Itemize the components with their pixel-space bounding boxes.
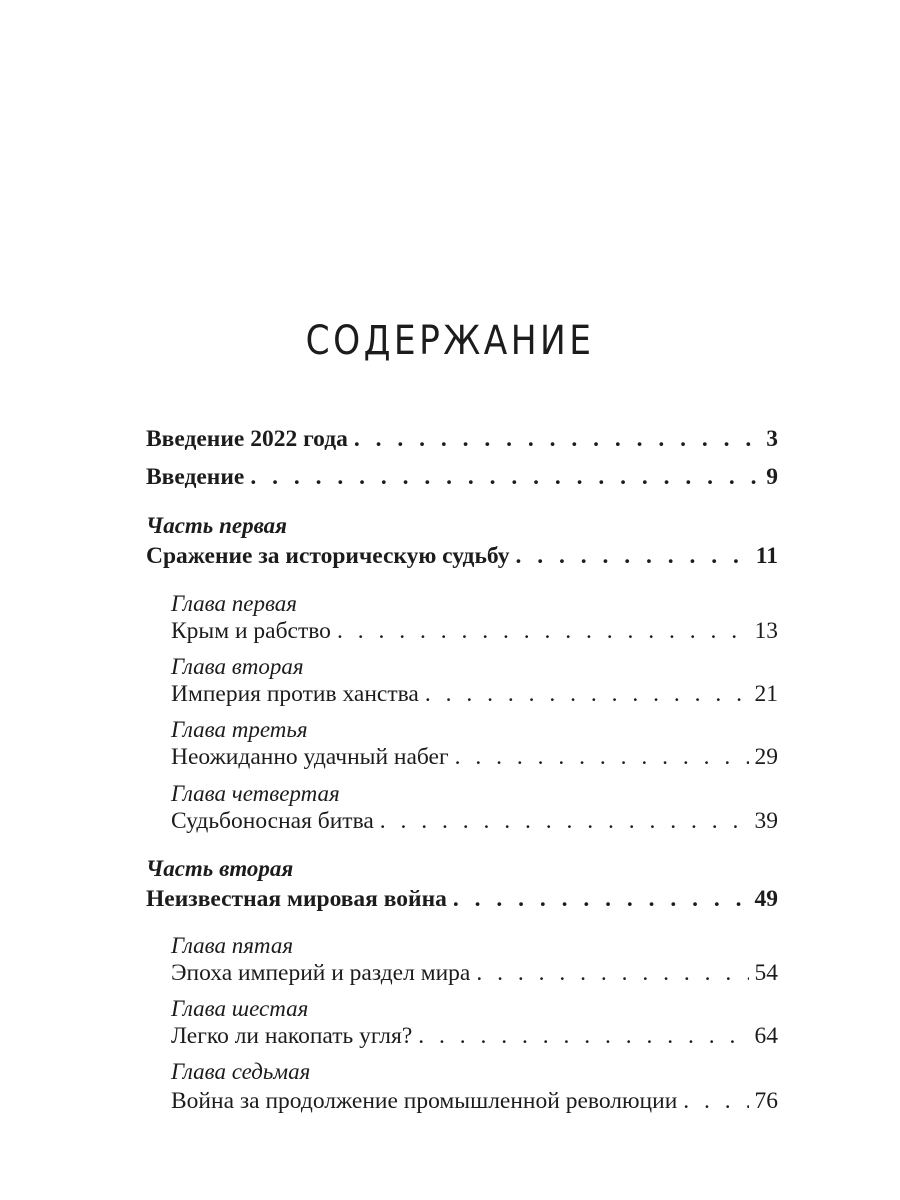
toc-entry-chapter-4[interactable]: [171, 806, 778, 836]
toc-entry-title: Введение 2022 года: [146, 426, 348, 452]
toc-entry-title: Легко ли накопать угля?: [171, 1023, 413, 1049]
toc-page-number: 3: [766, 426, 778, 452]
toc-entry-chapter-7[interactable]: [171, 1086, 778, 1116]
page-title: СОДЕРЖАНИЕ: [305, 318, 595, 364]
dot-leader: [455, 742, 749, 772]
toc-entry-chapter-6[interactable]: [171, 1021, 778, 1051]
toc-page-number: 49: [754, 886, 778, 912]
chapter-label-1: Глава первая: [171, 591, 297, 616]
toc-entry-chapter-3[interactable]: [171, 742, 778, 772]
toc-entry-intro-2022[interactable]: [146, 424, 778, 454]
dot-leader: [453, 884, 749, 914]
dot-leader: [425, 679, 749, 709]
toc-entry-chapter-1[interactable]: [171, 616, 778, 646]
chapter-label-4: Глава четвертая: [171, 781, 340, 806]
chapter-label-6: Глава шестая: [171, 996, 309, 1021]
toc-entry-title: Судьбоносная битва: [171, 808, 374, 834]
chapter-label-3: Глава третья: [171, 717, 308, 742]
toc-page-number: 9: [766, 464, 778, 490]
toc-page-number: 21: [754, 681, 778, 707]
dot-leader: [337, 616, 749, 646]
dot-leader: [418, 1021, 748, 1051]
toc-entry-chapter-2[interactable]: [171, 679, 778, 709]
dot-leader: [515, 541, 749, 571]
toc-page-number: 29: [754, 744, 778, 770]
dot-leader: [250, 462, 760, 492]
toc-entry-title: Введение: [146, 464, 245, 490]
dot-leader: [683, 1086, 748, 1116]
toc-entry-title: Эпоха империй и раздел мира: [171, 960, 471, 986]
dot-leader: [476, 958, 748, 988]
part-label-1: Часть первая: [146, 513, 288, 538]
toc-entry-chapter-5[interactable]: [171, 958, 778, 988]
toc-entry-title: Крым и рабство: [171, 618, 331, 644]
chapter-label-5: Глава пятая: [171, 933, 294, 958]
toc-entry-title: Неожиданно удачный набег: [171, 744, 449, 770]
toc-page-number: 76: [754, 1088, 778, 1114]
toc-page-number: 64: [754, 1023, 778, 1049]
toc-entry-title: Война за продолжение промышленной революции: [171, 1088, 678, 1114]
dot-leader: [354, 424, 760, 454]
toc-entry-title: Неизвестная мировая война: [146, 886, 447, 912]
toc-page-number: 13: [754, 618, 778, 644]
toc-entry-title: Сражение за историческую судьбу: [146, 543, 510, 569]
toc-page-number: 54: [754, 960, 778, 986]
chapter-label-7: Глава седьмая: [171, 1059, 311, 1084]
toc-page-number: 39: [754, 808, 778, 834]
part-label-2: Часть вторая: [146, 856, 294, 881]
toc-page-number: 11: [755, 543, 778, 569]
dot-leader: [380, 806, 749, 836]
chapter-label-2: Глава вторая: [171, 654, 304, 679]
toc-entry-part-1[interactable]: [146, 541, 778, 571]
toc-entry-title: Империя против ханства: [171, 681, 419, 707]
toc-entry-part-2[interactable]: [146, 884, 778, 914]
toc-entry-intro[interactable]: [146, 462, 778, 492]
